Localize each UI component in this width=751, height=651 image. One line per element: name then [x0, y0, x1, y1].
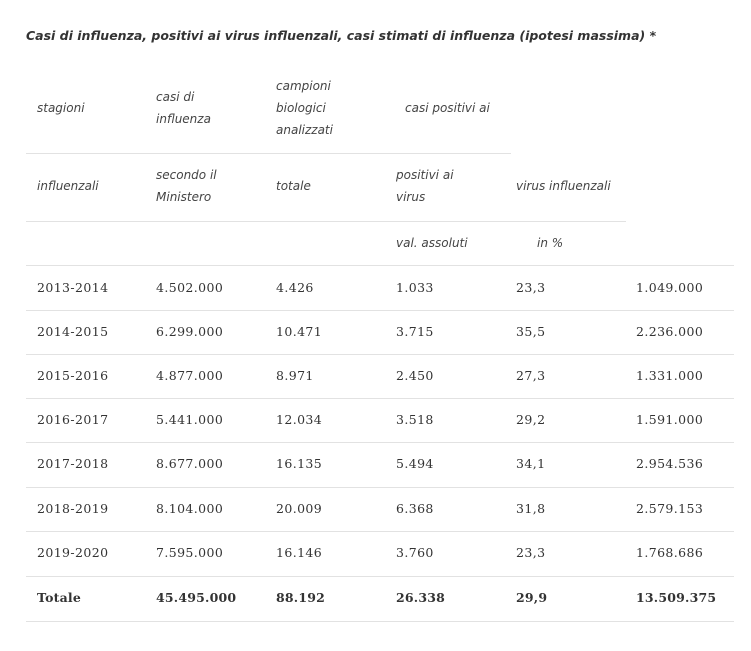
cell-positivi-assoluti: 3.760 [396, 545, 434, 560]
row-divider [26, 354, 734, 355]
header-casi-positivi: casi positivi ai [405, 101, 490, 115]
cell-positivi-assoluti: 3.715 [396, 324, 434, 339]
cell-campioni-totale: 4.426 [276, 280, 314, 295]
cell-stagione: 2014-2015 [37, 324, 109, 339]
cell-casi-ministero: 8.104.000 [156, 501, 224, 516]
cell-positivi-percent: 27,3 [516, 368, 546, 383]
cell-positivi-percent: 35,5 [516, 324, 546, 339]
cell-stagione: 2017-2018 [37, 456, 109, 471]
header-totale: totale [276, 179, 311, 193]
cell-casi-stimati: 1.591.000 [636, 412, 704, 427]
row-divider [26, 398, 734, 399]
row-divider [26, 442, 734, 443]
cell-positivi-assoluti: 2.450 [396, 368, 434, 383]
cell-positivi-percent: 23,3 [516, 280, 546, 295]
cell-stagione: 2013-2014 [37, 280, 109, 295]
row-divider [26, 487, 734, 488]
cell-campioni-totale: 8.971 [276, 368, 314, 383]
total-casi-stimati: 13.509.375 [636, 590, 717, 605]
total-campioni: 88.192 [276, 590, 326, 605]
cell-casi-stimati: 2.579.153 [636, 501, 704, 516]
cell-stagione: 2016-2017 [37, 412, 109, 427]
header-divider-2 [26, 221, 626, 222]
cell-positivi-percent: 31,8 [516, 501, 546, 516]
cell-casi-ministero: 4.877.000 [156, 368, 224, 383]
total-positivi-percent: 29,9 [516, 590, 548, 605]
row-divider [26, 576, 734, 577]
cell-stagione: 2019-2020 [37, 545, 109, 560]
cell-casi-stimati: 1.768.686 [636, 545, 704, 560]
cell-positivi-assoluti: 3.518 [396, 412, 434, 427]
header-divider-1 [26, 153, 511, 154]
cell-positivi-assoluti: 1.033 [396, 280, 434, 295]
row-divider [26, 310, 734, 311]
header-in-percent: in % [537, 236, 564, 250]
header-secondo-il-ministero: secondo il Ministero [156, 168, 217, 204]
header-val-assoluti: val. assoluti [396, 236, 468, 250]
cell-stagione: 2018-2019 [37, 501, 109, 516]
cell-positivi-percent: 23,3 [516, 545, 546, 560]
header-divider-3 [26, 265, 734, 266]
cell-casi-ministero: 7.595.000 [156, 545, 224, 560]
row-divider [26, 531, 734, 532]
cell-positivi-assoluti: 6.368 [396, 501, 434, 516]
cell-stagione: 2015-2016 [37, 368, 109, 383]
header-virus-influenzali: virus influenzali [516, 179, 611, 193]
header-stagioni: stagioni [37, 101, 85, 115]
cell-casi-stimati: 2.954.536 [636, 456, 704, 471]
total-label: Totale [37, 590, 81, 605]
cell-casi-ministero: 8.677.000 [156, 456, 224, 471]
cell-campioni-totale: 16.146 [276, 545, 323, 560]
header-positivi-ai-virus: positivi ai virus [396, 168, 454, 204]
header-casi-di-influenza: casi di influenza [156, 90, 211, 126]
cell-casi-ministero: 4.502.000 [156, 280, 224, 295]
cell-positivi-percent: 29,2 [516, 412, 546, 427]
cell-campioni-totale: 10.471 [276, 324, 323, 339]
table-bottom-border [26, 621, 734, 622]
total-casi-ministero: 45.495.000 [156, 590, 237, 605]
cell-positivi-percent: 34,1 [516, 456, 546, 471]
cell-campioni-totale: 16.135 [276, 456, 323, 471]
table-title: Casi di influenza, positivi ai virus influenzali, casi stimati di influenza (ipotesi massima) * [26, 28, 657, 43]
cell-positivi-assoluti: 5.494 [396, 456, 434, 471]
cell-casi-ministero: 5.441.000 [156, 412, 224, 427]
total-positivi-assoluti: 26.338 [396, 590, 446, 605]
cell-campioni-totale: 12.034 [276, 412, 323, 427]
cell-casi-stimati: 1.331.000 [636, 368, 704, 383]
cell-casi-stimati: 1.049.000 [636, 280, 704, 295]
cell-casi-stimati: 2.236.000 [636, 324, 704, 339]
header-influenzali: influenzali [37, 179, 99, 193]
cell-campioni-totale: 20.009 [276, 501, 323, 516]
header-campioni-biologici: campioni biologici analizzati [276, 79, 333, 137]
cell-casi-ministero: 6.299.000 [156, 324, 224, 339]
